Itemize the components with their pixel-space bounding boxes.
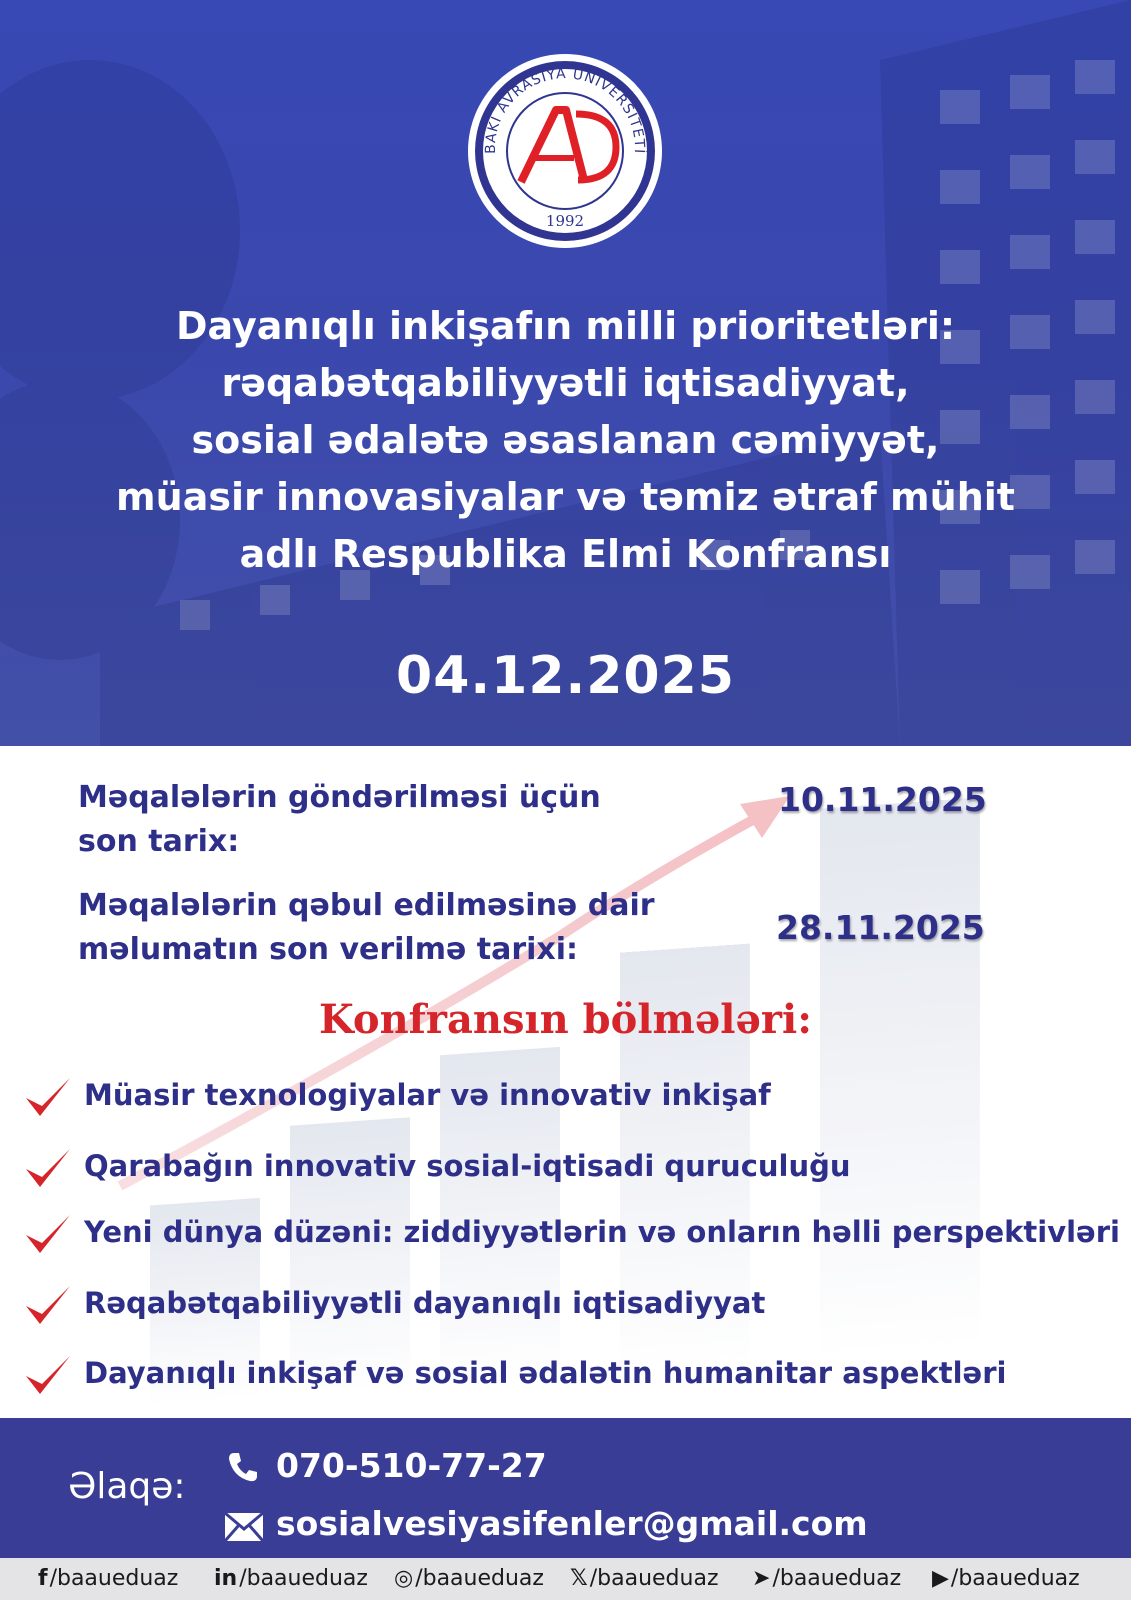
title-line: rəqabətqabiliyyətli iqtisadiyyat, <box>221 361 910 405</box>
section-item: Yeni dünya düzəni: ziddiyyətlərin və onların həlli perspektivləri <box>22 1209 1122 1265</box>
deadline-submission-date: 10.11.2025 <box>778 780 987 819</box>
social-link-instagram[interactable]: ◎/baaueduaz <box>394 1566 544 1591</box>
section-item: Qarabağın innovativ sosial-iqtisadi quruculuğu <box>22 1143 1122 1199</box>
checkmark-icon <box>22 1350 74 1402</box>
hero-banner <box>0 0 1131 746</box>
university-logo <box>466 52 664 250</box>
conference-title <box>60 298 1071 583</box>
section-item: Dayanıqlı inkişaf və sosial ədalətin humanitar aspektləri <box>22 1350 1122 1406</box>
facebook-icon: f <box>38 1566 48 1591</box>
logo-year: 1992 <box>545 212 585 230</box>
title-line: sosial ədalətə əsaslanan cəmiyyət, <box>191 418 940 462</box>
mail-icon <box>224 1512 264 1542</box>
logo-ring-text: BAKI AVRASİYA UNİVERSİTETİ <box>482 66 648 155</box>
linkedin-icon: in <box>214 1566 238 1591</box>
title-line: Dayanıqlı inkişafın milli prioritetləri: <box>175 304 956 348</box>
social-link-youtube[interactable]: ▶/baaueduaz <box>932 1566 1080 1591</box>
telegram-icon: ➤ <box>752 1566 771 1591</box>
contact-bar: Əlaqə: 070-510-77-27 sosialvesiyasifenler@gmail.com <box>0 1418 1131 1558</box>
instagram-icon: ◎ <box>394 1566 414 1591</box>
section-item: Müasir texnologiyalar və innovativ inkişaf <box>22 1072 1122 1128</box>
checkmark-icon <box>22 1280 74 1332</box>
social-link-linkedin[interactable]: in/baaueduaz <box>214 1566 368 1591</box>
event-date: 04.12.2025 <box>396 646 735 706</box>
deadline-submission-label: Məqalələrin göndərilməsi üçün son tarix: <box>78 780 601 859</box>
contact-label: Əlaqə: <box>68 1466 186 1507</box>
title-line: müasir innovasiyalar və təmiz ətraf mühit <box>116 475 1015 519</box>
phone-icon <box>226 1450 260 1484</box>
checkmark-icon <box>22 1143 74 1195</box>
checkmark-icon <box>22 1072 74 1124</box>
deadline-acceptance-label: Məqalələrin qəbul edilməsinə dair məlumatın son verilmə tarixi: <box>78 888 655 967</box>
title-line: adlı Respublika Elmi Konfransı <box>239 532 892 576</box>
youtube-icon: ▶ <box>932 1566 949 1591</box>
deadline-acceptance-date: 28.11.2025 <box>776 908 985 947</box>
social-links-bar <box>0 1558 1131 1600</box>
section-item: Rəqabətqabiliyyətli dayanıqlı iqtisadiyyat <box>22 1280 1122 1336</box>
x-icon: 𝕏 <box>570 1566 588 1591</box>
social-link-telegram[interactable]: ➤/baaueduaz <box>752 1566 902 1591</box>
social-link-facebook[interactable]: f/baaueduaz <box>38 1566 179 1591</box>
social-link-x[interactable]: 𝕏/baaueduaz <box>570 1566 719 1591</box>
sections-heading: Konfransın bölmələri: <box>319 996 812 1043</box>
checkmark-icon <box>22 1209 74 1261</box>
